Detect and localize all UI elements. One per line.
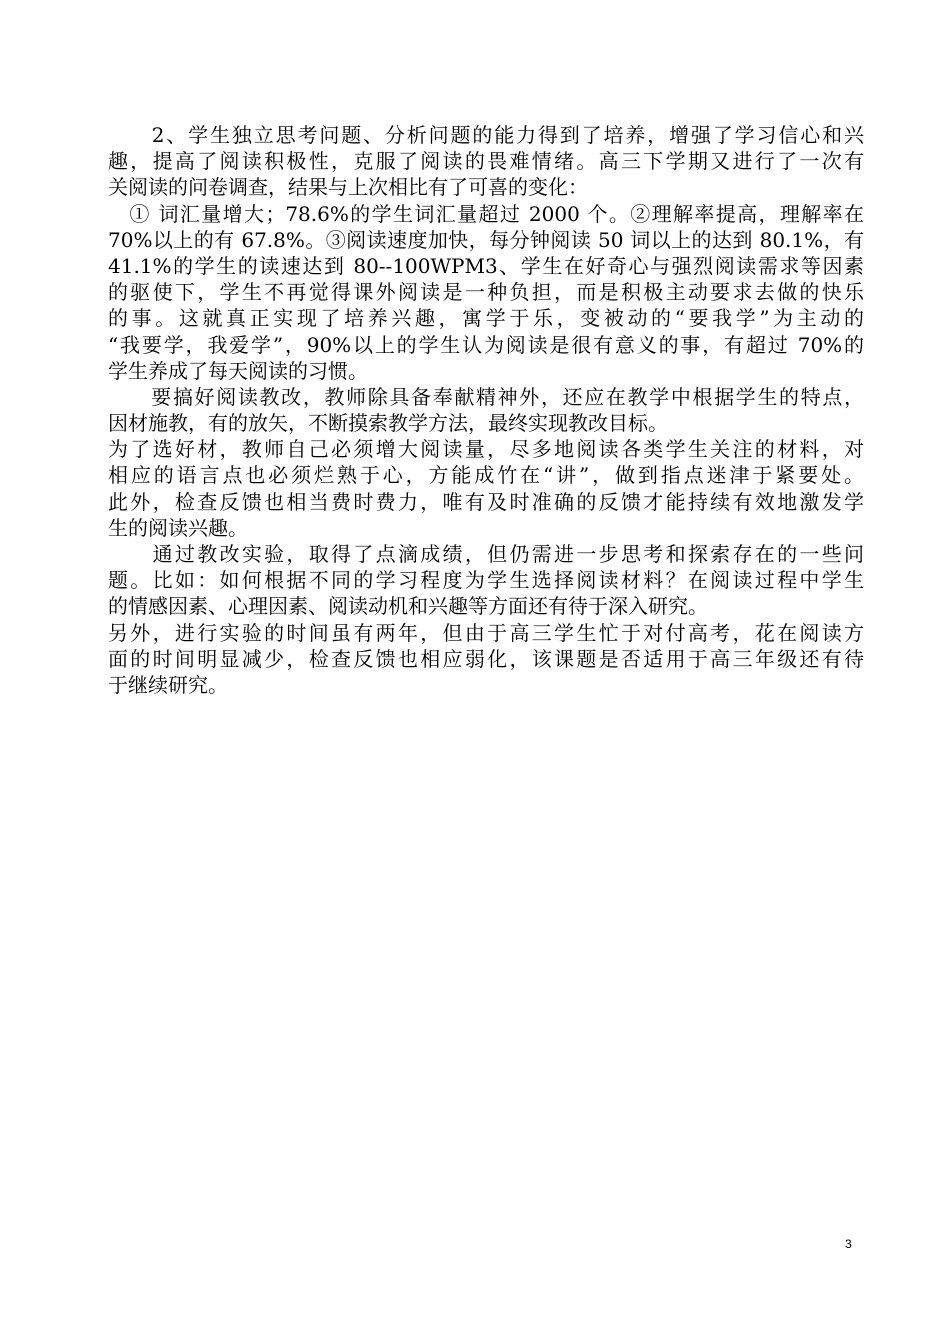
text-line: 2、学生独立思考问题、分析问题的能力得到了培养，增强了学习信心和兴 bbox=[108, 123, 864, 147]
text-line: 通过教改实验，取得了点滴成绩，但仍需进一步思考和探索存在的一些问 bbox=[108, 542, 864, 566]
text-line: 生的阅读兴趣。 bbox=[108, 515, 248, 540]
text-line: “我要学，我爱学”，90%以上的学生认为阅读是很有意义的事，有超过 70%的 bbox=[108, 332, 864, 357]
text-line: 的情感因素、心理因素、阅读动机和兴趣等方面还有待于深入研究。 bbox=[108, 594, 708, 619]
text-line: 面的时间明显减少，检查反馈也相应弱化，该课题是否适用于高三年级还有待 bbox=[108, 646, 864, 671]
text-line: 的驱使下，学生不再觉得课外阅读是一种负担，而是积极主动要求去做的快乐 bbox=[108, 280, 864, 305]
text-line: 要搞好阅读教改，教师除具备奉献精神外，还应在教学中根据学生的特点， bbox=[108, 384, 864, 409]
text-line: 另外，进行实验的时间虽有两年，但由于高三学生忙于对付高考，花在阅读方 bbox=[108, 620, 864, 645]
text-line: 于继续研究。 bbox=[108, 672, 228, 697]
text-line: 此外，检查反馈也相当费时费力，唯有及时准确的反馈才能持续有效地激发学 bbox=[108, 489, 864, 514]
text-line: 因材施教，有的放矢，不断摸索教学方法，最终实现教改目标。 bbox=[108, 411, 668, 436]
text-line: ① 词汇量增大；78.6%的学生词汇量超过 2000 个。②理解率提高，理解率在 bbox=[108, 201, 864, 226]
text-line: 趣，提高了阅读积极性，克服了阅读的畏难情绪。高三下学期又进行了一次有 bbox=[108, 149, 864, 174]
text-line: 题。比如：如何根据不同的学习程度为学生选择阅读材料？在阅读过程中学生 bbox=[108, 568, 864, 593]
text-line: 相应的语言点也必须烂熟于心，方能成竹在“讲”，做到指点迷津于紧要处。 bbox=[108, 463, 864, 488]
document-body bbox=[108, 122, 864, 698]
text-line: 学生养成了每天阅读的习惯。 bbox=[108, 358, 368, 383]
text-line: 的事。这就真正实现了培养兴趣，寓学于乐，变被动的“要我学”为主动的 bbox=[108, 306, 864, 331]
text-line: 70%以上的有 67.8%。③阅读速度加快，每分钟阅读 50 词以上的达到 80.1%，有 bbox=[108, 227, 864, 252]
text-line: 关阅读的问卷调查，结果与上次相比有了可喜的变化： bbox=[108, 175, 588, 200]
text-line: 41.1%的学生的读速达到 80--100WPM3、学生在好奇心与强烈阅读需求等因素 bbox=[108, 253, 864, 278]
page-number: 3 bbox=[845, 1237, 852, 1251]
text-line: 为了选好材，教师自己必须增大阅读量，尽多地阅读各类学生关注的材料，对 bbox=[108, 437, 864, 462]
